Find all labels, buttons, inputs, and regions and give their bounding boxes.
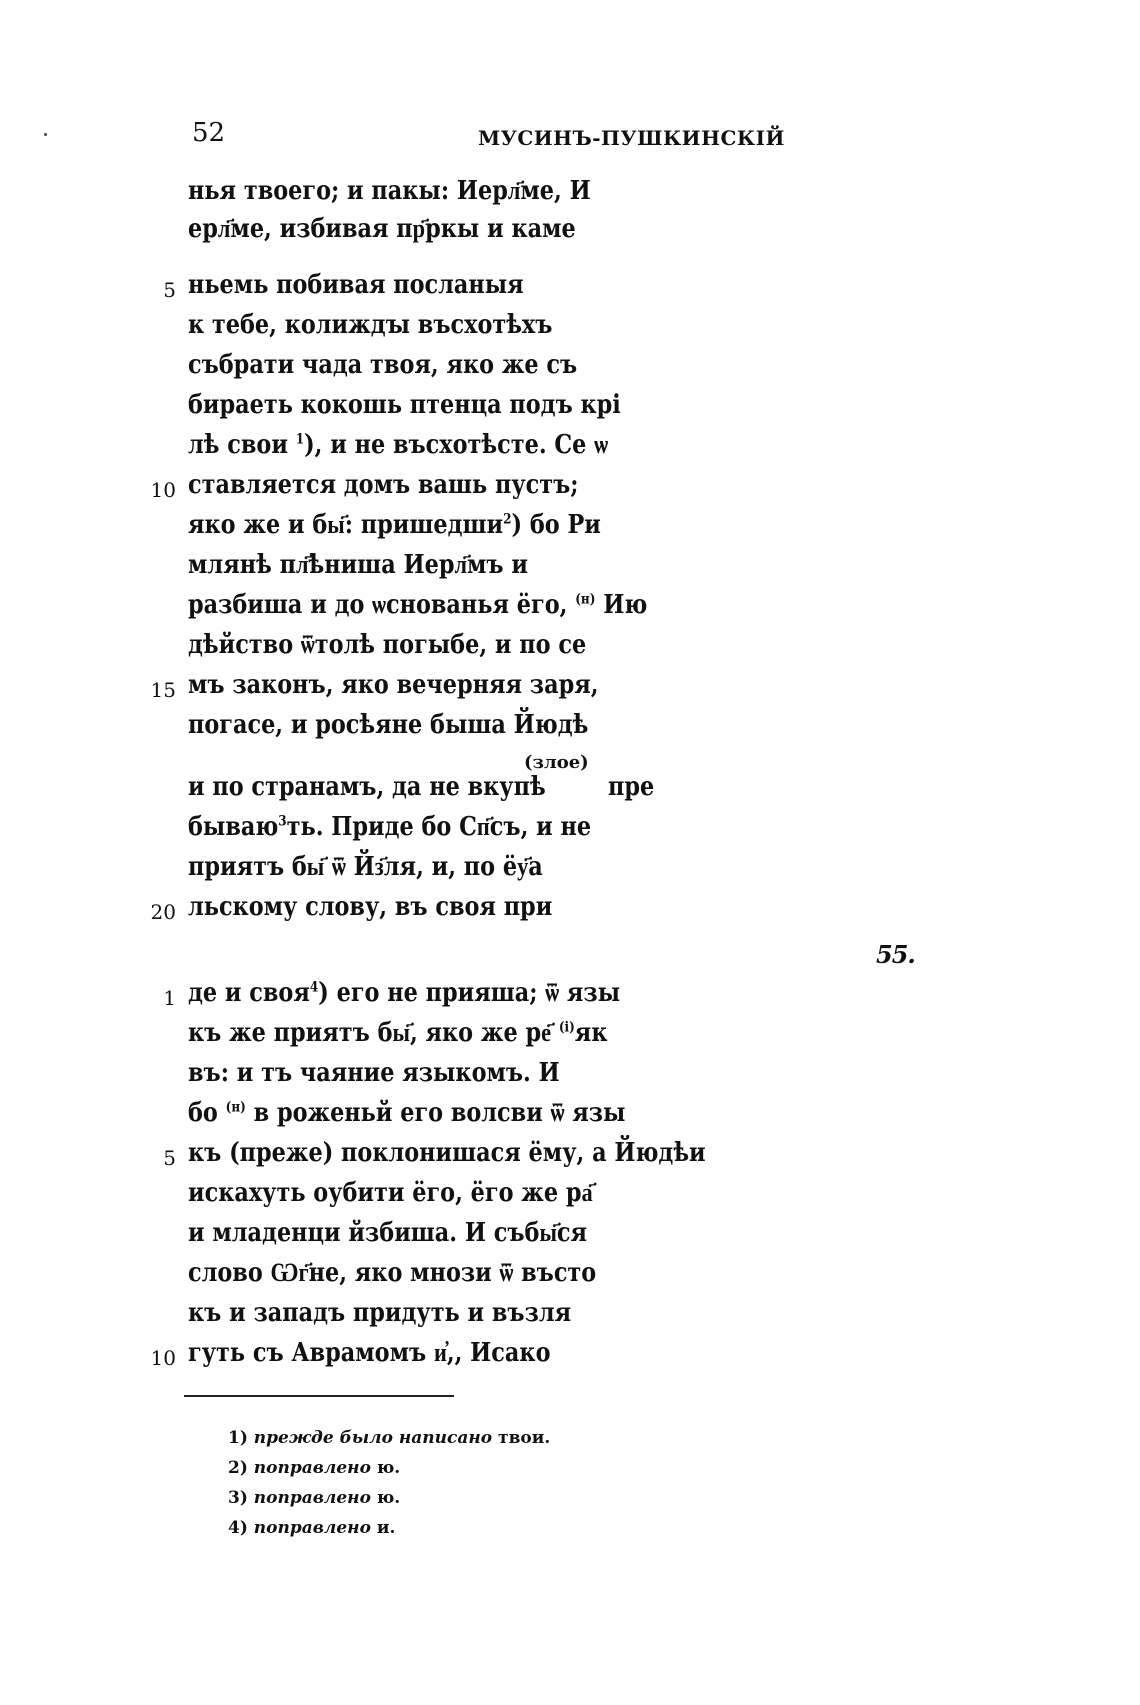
running-head: МУСИНЪ-ПУШКИНСКІЙ bbox=[478, 126, 785, 150]
text-line: млянѣ пл҃ѣниша Иерл҃мъ и bbox=[188, 550, 528, 580]
footnote-tail: твои. bbox=[498, 1428, 551, 1448]
text-fragment: бываю bbox=[188, 812, 279, 842]
text-line: и младенци йзбиша. И събы҃ся bbox=[188, 1218, 588, 1248]
footnote-text: поправлено bbox=[253, 1488, 371, 1508]
text-line: ерл҃ме, избивая пр҃ркы и каме bbox=[188, 214, 576, 244]
text-line: бираеть кокошь птенца подъ крі bbox=[188, 390, 621, 420]
footnote-tail: ю. bbox=[376, 1458, 401, 1478]
text-line bbox=[188, 1018, 607, 1048]
text-line bbox=[188, 430, 608, 460]
line-number: 5 bbox=[163, 1146, 176, 1170]
text-line: льскому слову, въ своя при bbox=[188, 892, 553, 922]
text-line: гуть съ Аврамомъ и҆,, Исако bbox=[188, 1338, 551, 1368]
footnote-divider bbox=[184, 1395, 454, 1397]
text-line: искахуть оубити ёго, ёго же ра҃ bbox=[188, 1178, 593, 1208]
footnote-tail: и. bbox=[376, 1518, 396, 1538]
footnote bbox=[228, 1428, 550, 1448]
text-line: приятъ бы҃ ѿ Йз҃ля, и, по ёу҃а bbox=[188, 852, 543, 882]
text-line bbox=[188, 1098, 625, 1128]
footnote-text: поправлено bbox=[253, 1458, 371, 1478]
line-number: 5 bbox=[163, 278, 176, 302]
footnote-number: 4) bbox=[228, 1518, 248, 1538]
text-line bbox=[188, 772, 654, 802]
text-fragment: къ же приятъ бы҃, яко же ре҃ bbox=[188, 1018, 552, 1048]
footnote bbox=[228, 1488, 400, 1508]
text-fragment: ) бо Ри bbox=[511, 510, 601, 540]
text-fragment: лѣ свои bbox=[188, 430, 288, 460]
line-number: 10 bbox=[150, 1346, 176, 1370]
page-dot bbox=[44, 133, 47, 136]
text-fragment: в роженьй его волсви ѿ язы bbox=[253, 1098, 626, 1128]
text-fragment: пре bbox=[607, 772, 655, 802]
page-number: 52 bbox=[192, 118, 226, 148]
footnote-text: поправлено bbox=[253, 1518, 371, 1538]
folio-marker: 55. bbox=[876, 940, 915, 969]
text-line bbox=[188, 510, 601, 540]
footnote-number: 2) bbox=[228, 1458, 248, 1478]
text-fragment: Ию bbox=[603, 590, 648, 620]
line-number: 10 bbox=[150, 478, 176, 502]
line-number: 1 bbox=[163, 986, 176, 1010]
footnote-number: 3) bbox=[228, 1488, 248, 1508]
text-line: къ (преже) поклонишася ёму, а Йюдѣи bbox=[188, 1138, 706, 1168]
text-fragment: ть. Приде бо Сп҃съ, и не bbox=[286, 812, 592, 842]
footnote bbox=[228, 1518, 395, 1538]
footnote-number: 1) bbox=[228, 1428, 248, 1448]
text-line: ставляется домъ вашь пустъ; bbox=[188, 470, 579, 500]
text-line: слово Ѡг҃не, яко мнози ѿ въсто bbox=[188, 1258, 597, 1288]
text-line: мъ законъ, яко вечерняя заря, bbox=[188, 670, 599, 700]
note-mark: (н) bbox=[225, 1099, 246, 1116]
text-line: въ: и тъ чаяние языкомъ. И bbox=[188, 1058, 560, 1088]
footnote-ref: 2 bbox=[503, 511, 512, 528]
text-line: нья твоего; и пакы: Иерл҃ме, И bbox=[188, 176, 591, 206]
text-fragment: и по странамъ, да не вкупѣ bbox=[188, 772, 546, 802]
line-number: 20 bbox=[150, 900, 176, 924]
text-fragment: ) его не прияша; ѿ язы bbox=[318, 978, 621, 1008]
text-fragment: разбиша и до ѡснованья ёго, bbox=[188, 590, 568, 620]
text-line: ньемь побивая посланыя bbox=[188, 270, 524, 300]
interlinear-note: (злое) bbox=[524, 752, 589, 773]
text-fragment: де и своя bbox=[188, 978, 310, 1008]
line-number: 15 bbox=[150, 678, 176, 702]
footnote-ref: 3 bbox=[278, 813, 287, 830]
note-mark: (н) bbox=[575, 591, 596, 608]
text-fragment: як bbox=[574, 1018, 608, 1048]
footnote-tail: ю. bbox=[376, 1488, 401, 1508]
text-line: дѣйство ѿтолѣ погыбе, и по се bbox=[188, 630, 587, 660]
text-fragment: ), и не въсхотѣсте. Се ѡ bbox=[304, 430, 609, 460]
text-line: къ и западъ придуть и възля bbox=[188, 1298, 572, 1328]
text-line bbox=[188, 812, 591, 842]
text-line bbox=[188, 590, 647, 620]
text-fragment: яко же и бы҃: пришедши bbox=[188, 510, 504, 540]
text-fragment: бо bbox=[188, 1098, 218, 1128]
footnote-ref: 1 bbox=[295, 431, 305, 448]
text-line bbox=[188, 978, 620, 1008]
text-line: погасе, и росѣяне быша Йюдѣ bbox=[188, 710, 589, 740]
note-mark: (і) bbox=[558, 1019, 575, 1036]
text-line: к тебе, колиждꙑ въсхотѣхъ bbox=[188, 310, 553, 340]
text-line: събрати чада твоя, яко же съ bbox=[188, 350, 578, 380]
footnote-ref: 4 bbox=[309, 979, 319, 996]
footnote bbox=[228, 1458, 400, 1478]
footnote-text: прежде было написано bbox=[253, 1428, 493, 1448]
